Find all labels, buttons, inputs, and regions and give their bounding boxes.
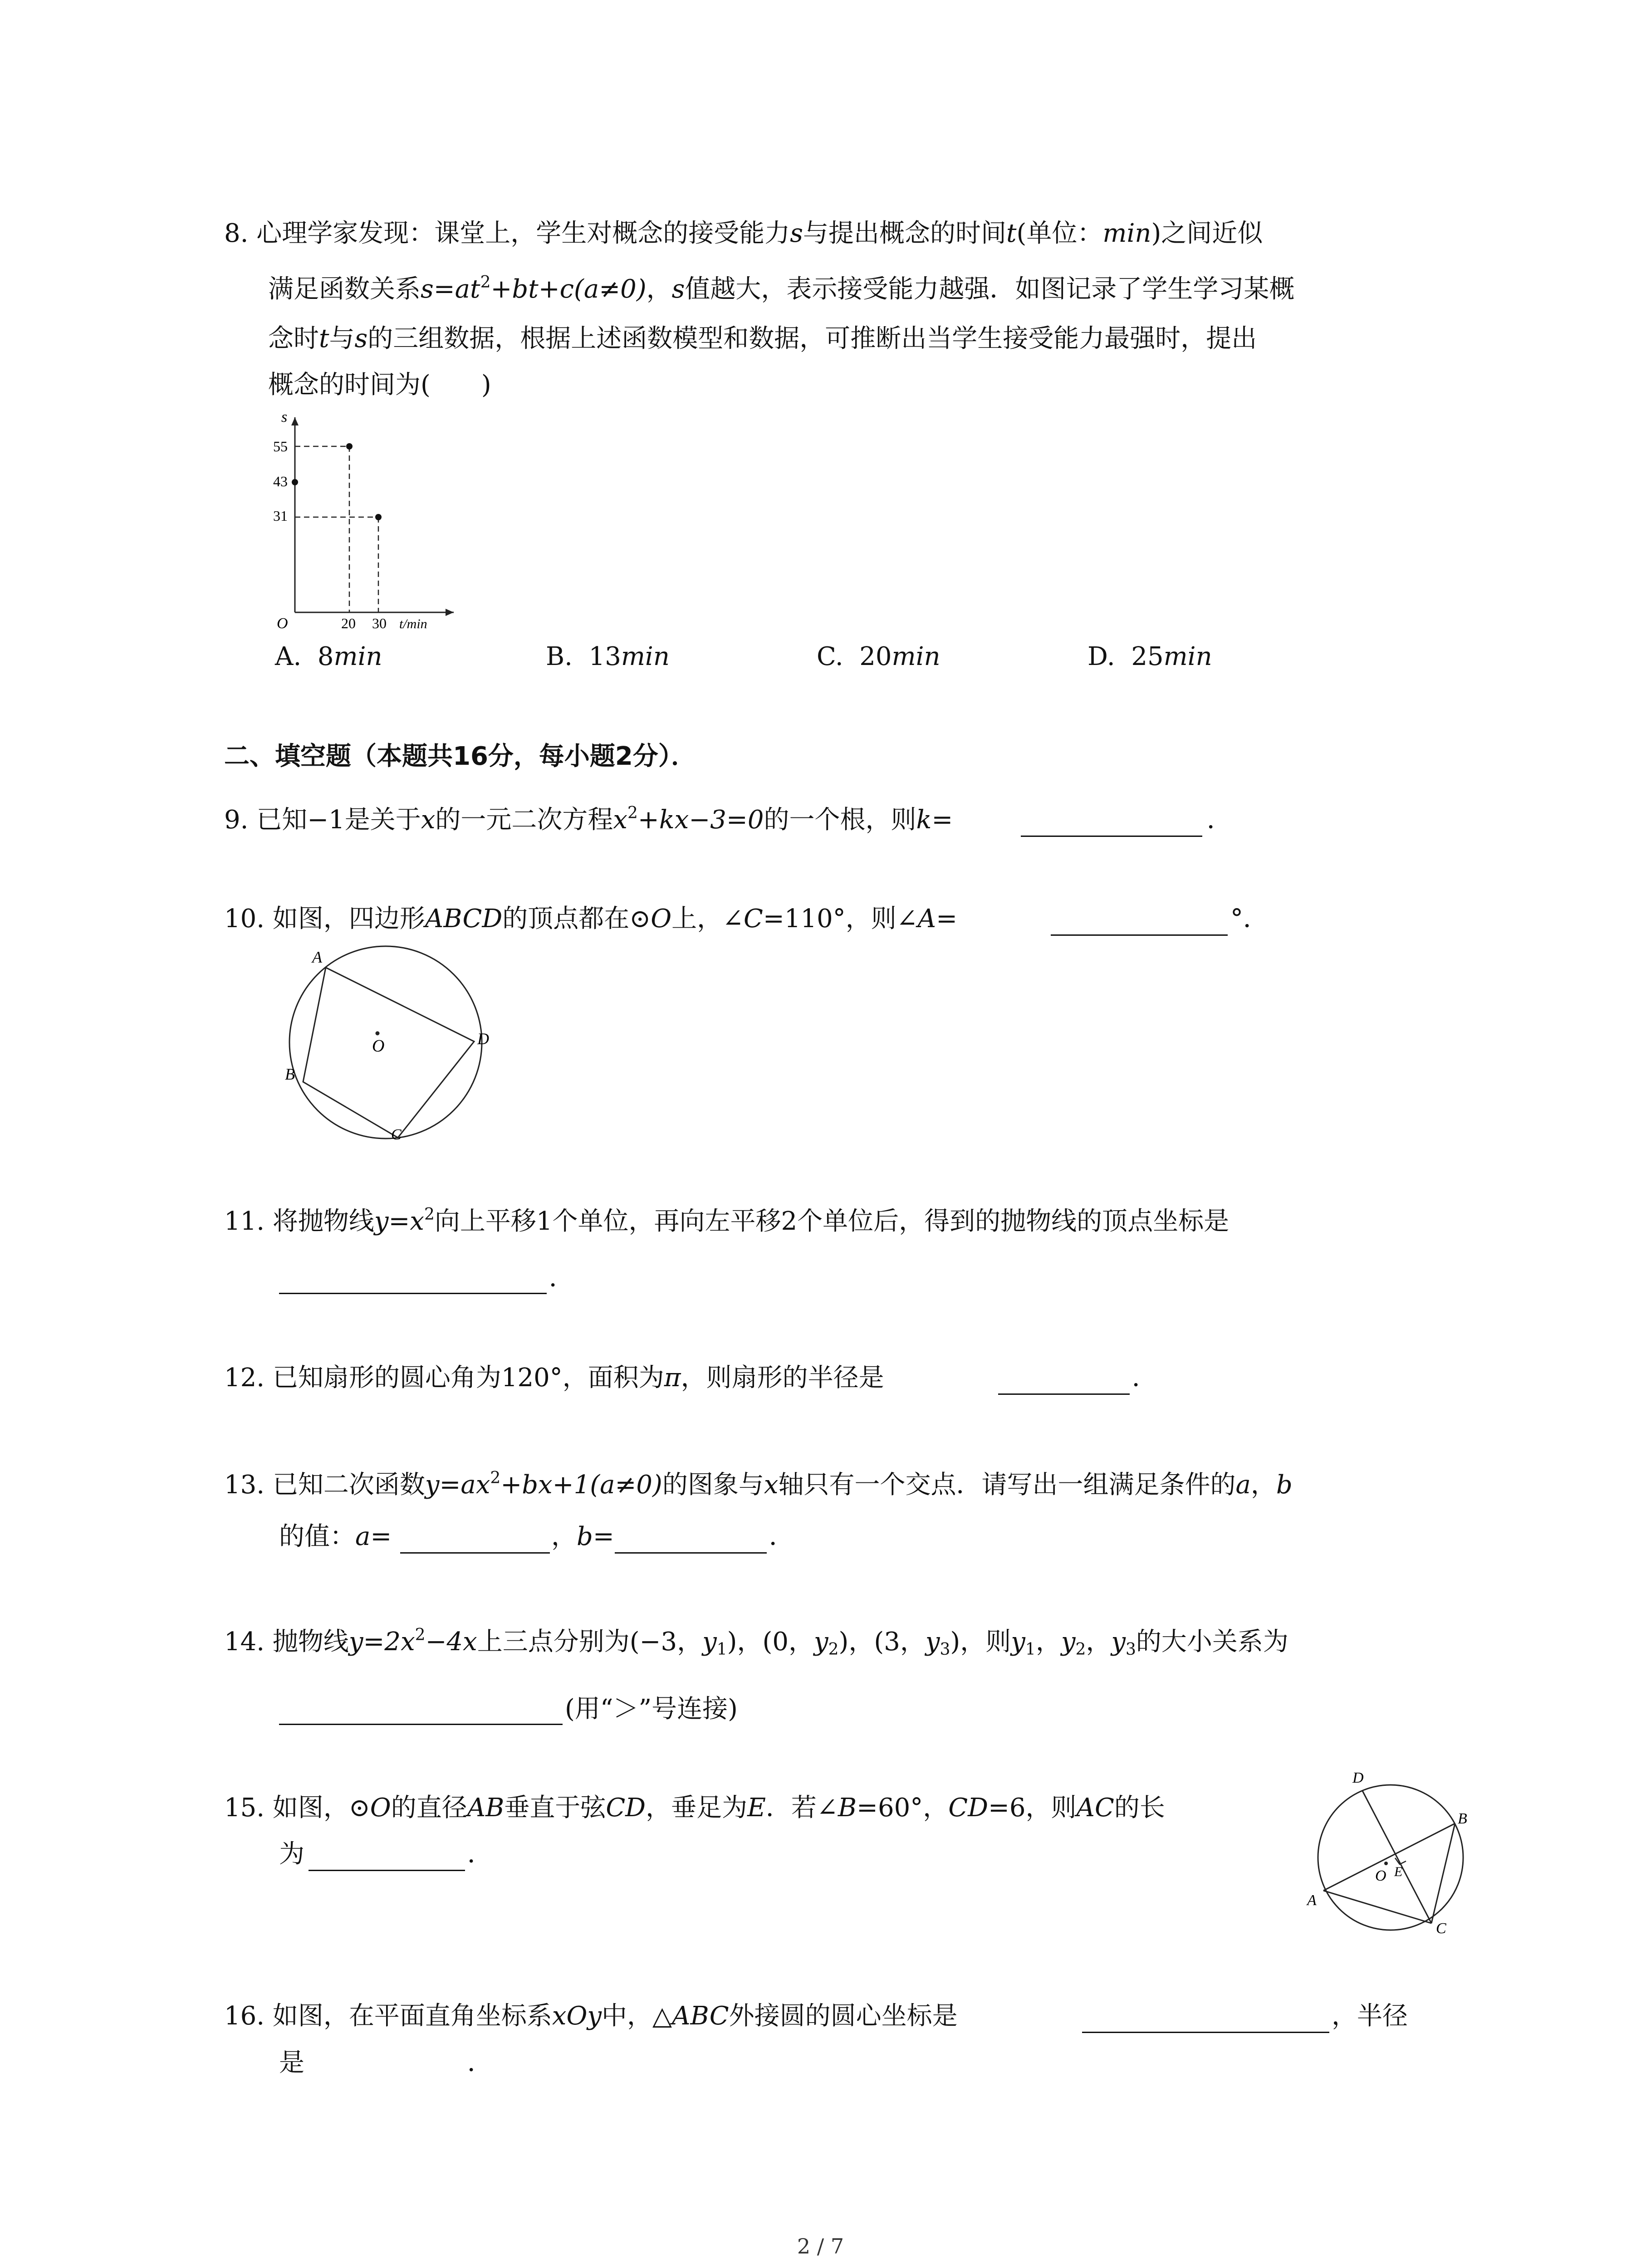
q8-option-d: [1087, 644, 1212, 670]
q15-figure: [1295, 1769, 1486, 1941]
q8-var-t: t: [319, 324, 329, 353]
q10-text: =: [936, 904, 957, 934]
q14-text: ，: [1035, 1627, 1061, 1657]
q14-var: y: [702, 1627, 717, 1657]
option-value: 8: [317, 642, 334, 671]
x-axis-arrow: [446, 609, 454, 616]
q15-end: ．: [467, 1839, 493, 1869]
q14-var: y: [1011, 1627, 1025, 1657]
q8-formula: +bt+c(a≠0): [490, 274, 647, 304]
y-axis-arrow: [291, 417, 299, 425]
q8-var-s: s: [671, 274, 685, 304]
q14-subscript: 1: [1025, 1640, 1036, 1659]
q13-text: 的值：: [279, 1522, 355, 1551]
q9-text: 的一个根，则: [764, 805, 916, 835]
q11-text: 将抛物线: [272, 1207, 374, 1236]
q13-var: a=: [355, 1522, 392, 1551]
q14-subscript: 3: [940, 1640, 950, 1659]
option-letter: B.: [546, 642, 573, 671]
q8-number: 8.: [224, 219, 249, 248]
q8-text: (单位：: [1016, 219, 1103, 248]
q14-subscript: 2: [1075, 1640, 1086, 1659]
q8-text: 心理学家发现：课堂上，学生对概念的接受能力: [256, 219, 790, 248]
q14-subscript: 3: [1126, 1640, 1136, 1659]
option-value: 25: [1131, 642, 1164, 671]
q13-text: 的图象与: [662, 1470, 764, 1500]
q16-line1: [224, 2001, 958, 2031]
q16-line2: 是: [279, 2048, 304, 2077]
q16-var: ABC: [672, 2001, 729, 2031]
label-d: D: [477, 1030, 489, 1048]
q8-text: 值越大，表示接受能力越强．如图记录了学生学习某概: [685, 274, 1295, 304]
q14-text: )，(3，: [838, 1627, 926, 1657]
q8-formula: s=at: [421, 274, 480, 304]
q15-line2: 为: [279, 1839, 304, 1869]
x-axis-label: t/min: [399, 616, 427, 631]
label-c: C: [391, 1126, 402, 1143]
q9-answer-blank[interactable]: [1021, 836, 1202, 837]
q15-number: 15.: [224, 1793, 265, 1823]
q16-center-blank[interactable]: [1082, 2032, 1329, 2033]
q14-formula: y=2x: [348, 1627, 415, 1657]
q14-text: 的大小关系为: [1136, 1627, 1288, 1657]
q13-var: a: [1235, 1470, 1251, 1500]
q13-line2-mid: [551, 1524, 614, 1549]
y-axis-label: s: [281, 409, 288, 425]
q13-text: 轴只有一个交点．请写出一组满足条件的: [778, 1470, 1236, 1500]
q13-end: ．: [769, 1522, 794, 1551]
q12-number: 12.: [224, 1363, 265, 1393]
q14-subscript: 2: [828, 1640, 839, 1659]
q13-line2: [279, 1524, 392, 1549]
q14-var: y: [1111, 1627, 1126, 1657]
q15-text: 如图，⊙: [272, 1793, 370, 1823]
q14-text: ，: [1086, 1627, 1112, 1657]
label-o: O: [372, 1036, 385, 1056]
q8-var-t: t: [1006, 219, 1017, 248]
label-o: O: [1375, 1867, 1386, 1884]
q14-exponent: 2: [415, 1626, 426, 1644]
label-a: A: [312, 948, 322, 966]
q8-text: )之间近似: [1151, 219, 1263, 248]
q16-var: xOy: [552, 2001, 602, 2031]
q11-number: 11.: [224, 1207, 265, 1236]
q15-text: =6，则: [988, 1793, 1077, 1823]
q13-text: 已知二次函数: [272, 1470, 425, 1500]
label-b: B: [1458, 1810, 1467, 1827]
option-unit: min: [621, 642, 670, 671]
q8-text: ，: [646, 274, 672, 304]
q15-text: 的长: [1114, 1793, 1165, 1823]
q10-number: 10.: [224, 904, 265, 934]
q16-text: 外接圆的圆心坐标是: [729, 2001, 958, 2031]
segment-ac: [1323, 1891, 1431, 1923]
q8-unit-min: min: [1102, 219, 1151, 248]
q10-end: °．: [1230, 904, 1269, 934]
q14-subscript: 1: [716, 1640, 727, 1659]
option-letter: D.: [1087, 642, 1115, 671]
chord-cd: [1362, 1791, 1431, 1923]
q14-formula: −4x: [425, 1627, 477, 1657]
q8-exponent: 2: [480, 273, 491, 292]
q13-a-blank[interactable]: [400, 1552, 550, 1554]
q15-answer-blank[interactable]: [309, 1870, 465, 1871]
q14-text: )，则: [950, 1627, 1011, 1657]
q11-text: 向上平移1个单位，再向左平移2个单位后，得到的抛物线的顶点坐标是: [434, 1207, 1230, 1236]
y-tick-label: 43: [273, 473, 288, 489]
q13-b-blank[interactable]: [615, 1552, 767, 1554]
q10-var: A: [917, 904, 936, 934]
q8-var-s: s: [354, 324, 368, 353]
q9-formula: x: [613, 805, 627, 835]
q8-line2: [268, 273, 1295, 304]
circle-o: [1318, 1785, 1463, 1930]
x-tick-label: 20: [341, 615, 356, 631]
q15-var: O: [370, 1793, 391, 1823]
option-value: 20: [859, 642, 892, 671]
q8-option-c: [817, 644, 941, 670]
q15-line1: [224, 1795, 1165, 1821]
q15-text: 垂直于弦: [504, 1793, 606, 1823]
q16-end: ．: [467, 2048, 493, 2077]
section-heading: 二、填空题（本题共16分，每小题2分）．: [224, 742, 696, 771]
q14-answer-blank[interactable]: [279, 1724, 563, 1725]
q13-formula: y=ax: [425, 1470, 490, 1500]
q15-var: E: [747, 1793, 766, 1823]
q16-text: 中，△: [602, 2001, 672, 2031]
q12-text: 已知扇形的圆心角为120°，面积为: [272, 1363, 664, 1393]
q10-var: O: [651, 904, 672, 934]
q8-var-s: s: [790, 219, 803, 248]
data-point: [375, 514, 382, 520]
diameter-ab: [1323, 1823, 1455, 1891]
q15-text: 的直径: [391, 1793, 467, 1823]
q15-var: B: [838, 1793, 857, 1823]
q14-number: 14.: [224, 1627, 265, 1657]
q10-answer-blank[interactable]: [1051, 934, 1228, 936]
q11-line1: [224, 1205, 1230, 1236]
q15-text: =60°，: [857, 1793, 949, 1823]
q8-line4: [268, 372, 491, 398]
q10-text: 如图，四边形: [272, 904, 425, 934]
q11-exponent: 2: [424, 1205, 435, 1224]
q9-var: k=: [916, 805, 953, 835]
q8-text: 与: [329, 324, 355, 353]
q13-number: 13.: [224, 1470, 265, 1500]
data-point: [292, 479, 298, 485]
q12-answer-blank[interactable]: [998, 1393, 1130, 1395]
q8-line1: [224, 221, 1263, 246]
q16-text: 如图，在平面直角坐标系: [272, 2001, 552, 2031]
q8-graph: [240, 399, 458, 635]
q13-var: x: [764, 1470, 779, 1500]
q14-text: 上三点分别为(−3，: [477, 1627, 703, 1657]
q10-text: =110°，则∠: [763, 904, 918, 934]
q14-line1: [224, 1626, 1288, 1659]
option-value: 13: [588, 642, 621, 671]
page-number: 2 / 7: [797, 2234, 844, 2258]
y-tick-label: 55: [273, 438, 288, 455]
q8-option-b: [546, 644, 670, 670]
q12-pi: π: [664, 1363, 681, 1393]
q10-var: ABCD: [425, 904, 503, 934]
q12-text: ，则扇形的半径是: [681, 1363, 884, 1393]
q13-formula: +bx+1(a≠0): [500, 1470, 662, 1500]
q15-text: ．若∠: [765, 1793, 838, 1823]
center-point: [376, 1031, 380, 1036]
q13-line1: [224, 1469, 1293, 1500]
label-b: B: [285, 1065, 295, 1083]
q9-line: [224, 804, 953, 835]
q14-var: y: [925, 1627, 940, 1657]
label-e: E: [1394, 1864, 1403, 1879]
option-letter: A.: [275, 642, 302, 671]
label-a: A: [1307, 1892, 1317, 1909]
option-unit: min: [1163, 642, 1212, 671]
option-letter: C.: [817, 642, 843, 671]
q8-text: 与提出概念的时间: [803, 219, 1006, 248]
q8-text: 满足函数关系: [268, 274, 421, 304]
q8-text: 念时: [268, 324, 319, 353]
q16-text-radius: ，半径: [1332, 2001, 1408, 2031]
q9-var: x: [421, 805, 436, 835]
q10-line: [224, 906, 957, 932]
q9-end: ．: [1207, 805, 1232, 835]
q15-text: ，垂足为: [646, 1793, 748, 1823]
q9-number: 9.: [224, 805, 249, 835]
label-c: C: [1436, 1920, 1446, 1937]
q13-var: b: [1276, 1470, 1293, 1500]
option-unit: min: [892, 642, 941, 671]
q13-text: ，: [551, 1522, 577, 1551]
q14-var: y: [1061, 1627, 1076, 1657]
q14-var: y: [813, 1627, 828, 1657]
circle-o: [289, 946, 482, 1139]
q10-var: C: [744, 904, 763, 934]
q12-end: ．: [1132, 1363, 1157, 1393]
origin-label: O: [277, 615, 288, 632]
q9-formula: +kx−3=0: [637, 805, 764, 835]
q14-line2: (用“＞”号连接): [565, 1694, 738, 1724]
label-d: D: [1352, 1769, 1364, 1786]
q9-exponent: 2: [627, 804, 638, 822]
q14-text: 抛物线: [272, 1627, 349, 1657]
center-point: [1384, 1862, 1388, 1865]
data-point: [346, 443, 353, 450]
q13-exponent: 2: [490, 1469, 501, 1487]
quadrilateral-abcd: [303, 968, 474, 1138]
right-angle-marker: [1395, 1858, 1406, 1864]
q8-option-a: [275, 644, 382, 670]
q15-var: AB: [467, 1793, 505, 1823]
q11-end: ．: [549, 1263, 574, 1293]
q15-var: CD: [948, 1793, 988, 1823]
q14-text: )，(0，: [727, 1627, 814, 1657]
q13-var: b=: [577, 1522, 614, 1551]
q11-formula: y=x: [374, 1207, 425, 1236]
q13-text: ，: [1250, 1470, 1276, 1500]
x-tick-label: 30: [372, 615, 387, 631]
q10-figure: [272, 943, 499, 1143]
q16-number: 16.: [224, 2001, 265, 2031]
q11-answer-blank[interactable]: [279, 1293, 547, 1294]
q10-text: 上，∠: [671, 904, 744, 934]
q15-var: CD: [606, 1793, 646, 1823]
y-tick-label: 31: [273, 508, 288, 524]
q12-line: [224, 1365, 884, 1391]
q15-var: AC: [1076, 1793, 1114, 1823]
q10-text: 的顶点都在⊙: [502, 904, 651, 934]
q8-line3: [268, 326, 1257, 352]
q8-text: 概念的时间为( ): [268, 370, 491, 400]
q9-text: 的一元二次方程: [435, 805, 613, 835]
q9-text: 已知−1是关于: [256, 805, 421, 835]
option-unit: min: [333, 642, 382, 671]
q8-text: 的三组数据，根据上述函数模型和数据，可推断出当学生接受能力最强时，提出: [367, 324, 1257, 353]
